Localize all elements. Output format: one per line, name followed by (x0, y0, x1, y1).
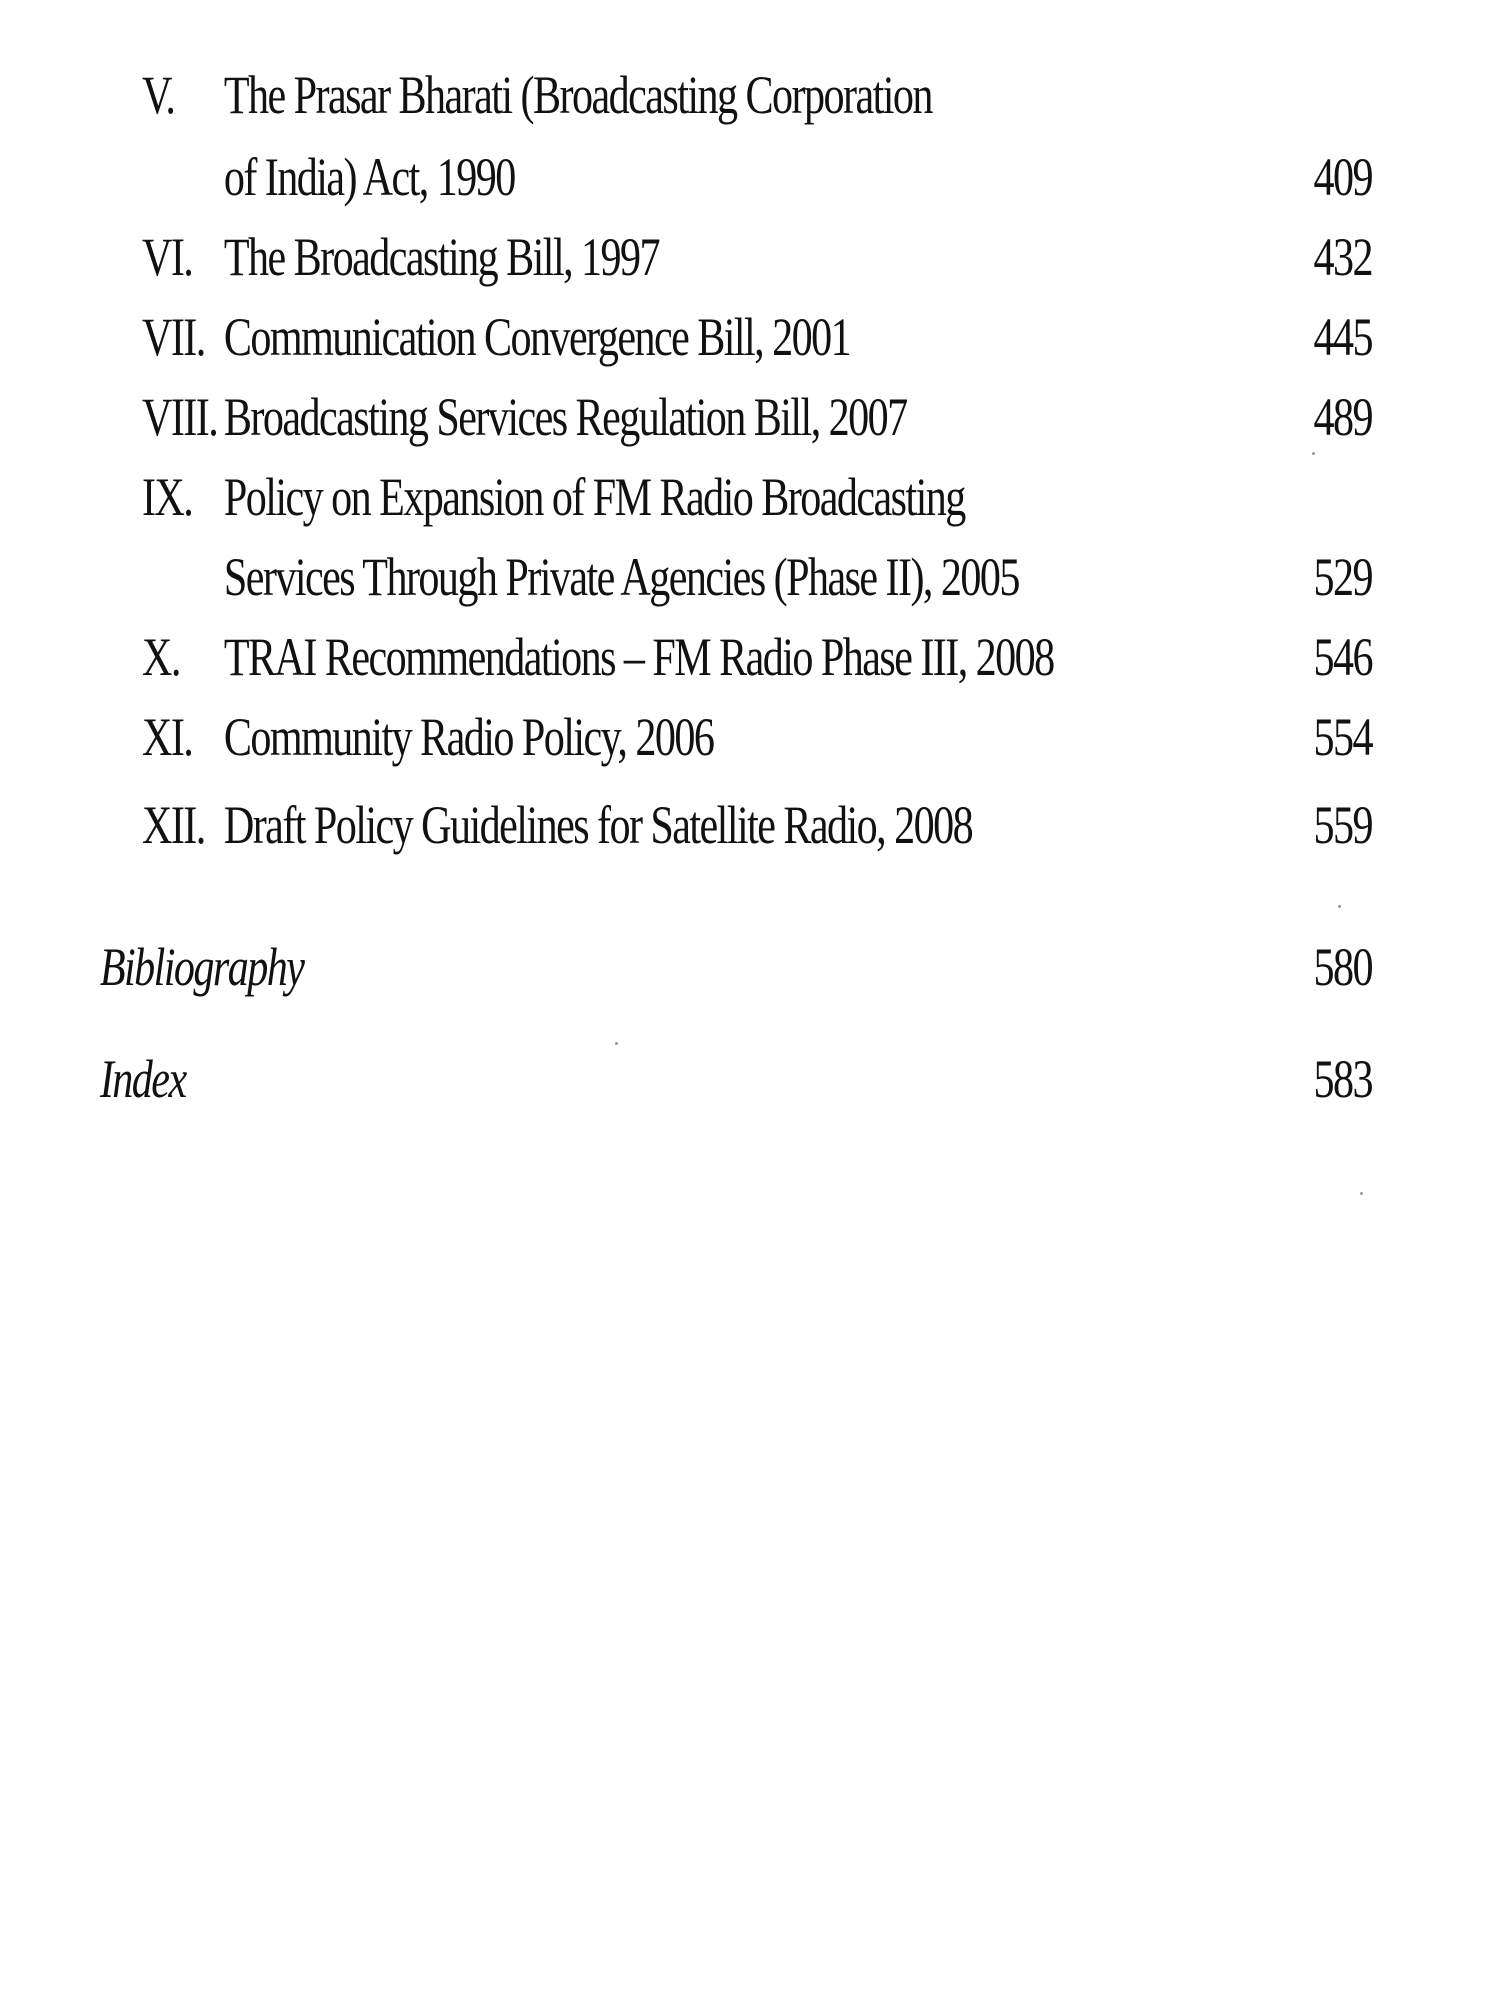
scan-speck (615, 1042, 618, 1045)
back-matter-page-number: 583 (1313, 1049, 1372, 1109)
entry-number: IX. (141, 467, 193, 527)
scan-speck (1338, 905, 1341, 908)
entry-number: X. (141, 627, 180, 687)
entry-title: The Prasar Bharati (Broadcasting Corporation (223, 65, 932, 125)
toc-entry-v (0, 54, 1170, 136)
entry-title: Community Radio Policy, 2006 (223, 707, 714, 767)
toc-entry-xi-page (0, 696, 1500, 778)
back-matter-title: Index (99, 1049, 186, 1109)
entry-page-number: 559 (1313, 795, 1372, 855)
scan-speck (1312, 452, 1315, 455)
entry-page-number: 409 (1313, 147, 1372, 207)
toc-entry-ix (0, 456, 1170, 538)
toc-entry-xii-page (0, 784, 1500, 866)
toc-entry-vii-page (0, 296, 1500, 378)
toc-entry-viii-page (0, 376, 1500, 458)
toc-entry-vi-page (0, 216, 1500, 298)
entry-page-number: 529 (1313, 547, 1372, 607)
toc-entry-v-page (0, 136, 1500, 218)
entry-number: XI. (141, 707, 193, 767)
back-matter-page-number: 580 (1313, 937, 1372, 997)
entry-title: Policy on Expansion of FM Radio Broadcasting (223, 467, 965, 527)
entry-title-continued: Services Through Private Agencies (Phase II), 2005 (223, 547, 1019, 607)
entry-title: The Broadcasting Bill, 1997 (223, 227, 660, 287)
entry-title-continued: of India) Act, 1990 (223, 147, 515, 207)
entry-number: VI. (141, 227, 193, 287)
entry-title: TRAI Recommendations – FM Radio Phase III, 2008 (223, 627, 1054, 687)
back-matter-title: Bibliography (99, 937, 304, 997)
toc-bibliography-page (0, 926, 1500, 1008)
scan-speck (1360, 1192, 1363, 1195)
entry-title: Communication Convergence Bill, 2001 (223, 307, 851, 367)
entry-number: VIII. (141, 387, 218, 447)
toc-entry-x-page (0, 616, 1500, 698)
entry-title: Broadcasting Services Regulation Bill, 2007 (223, 387, 907, 447)
entry-title: Draft Policy Guidelines for Satellite Radio, 2008 (223, 795, 973, 855)
entry-number: V. (141, 65, 175, 125)
entry-page-number: 554 (1313, 707, 1372, 767)
toc-entry-ix-page (0, 536, 1500, 618)
entry-page-number: 432 (1313, 227, 1372, 287)
toc-index-page (0, 1038, 1500, 1120)
entry-page-number: 489 (1313, 387, 1372, 447)
entry-page-number: 445 (1313, 307, 1372, 367)
entry-number: XII. (141, 795, 205, 855)
entry-page-number: 546 (1313, 627, 1372, 687)
entry-number: VII. (141, 307, 205, 367)
